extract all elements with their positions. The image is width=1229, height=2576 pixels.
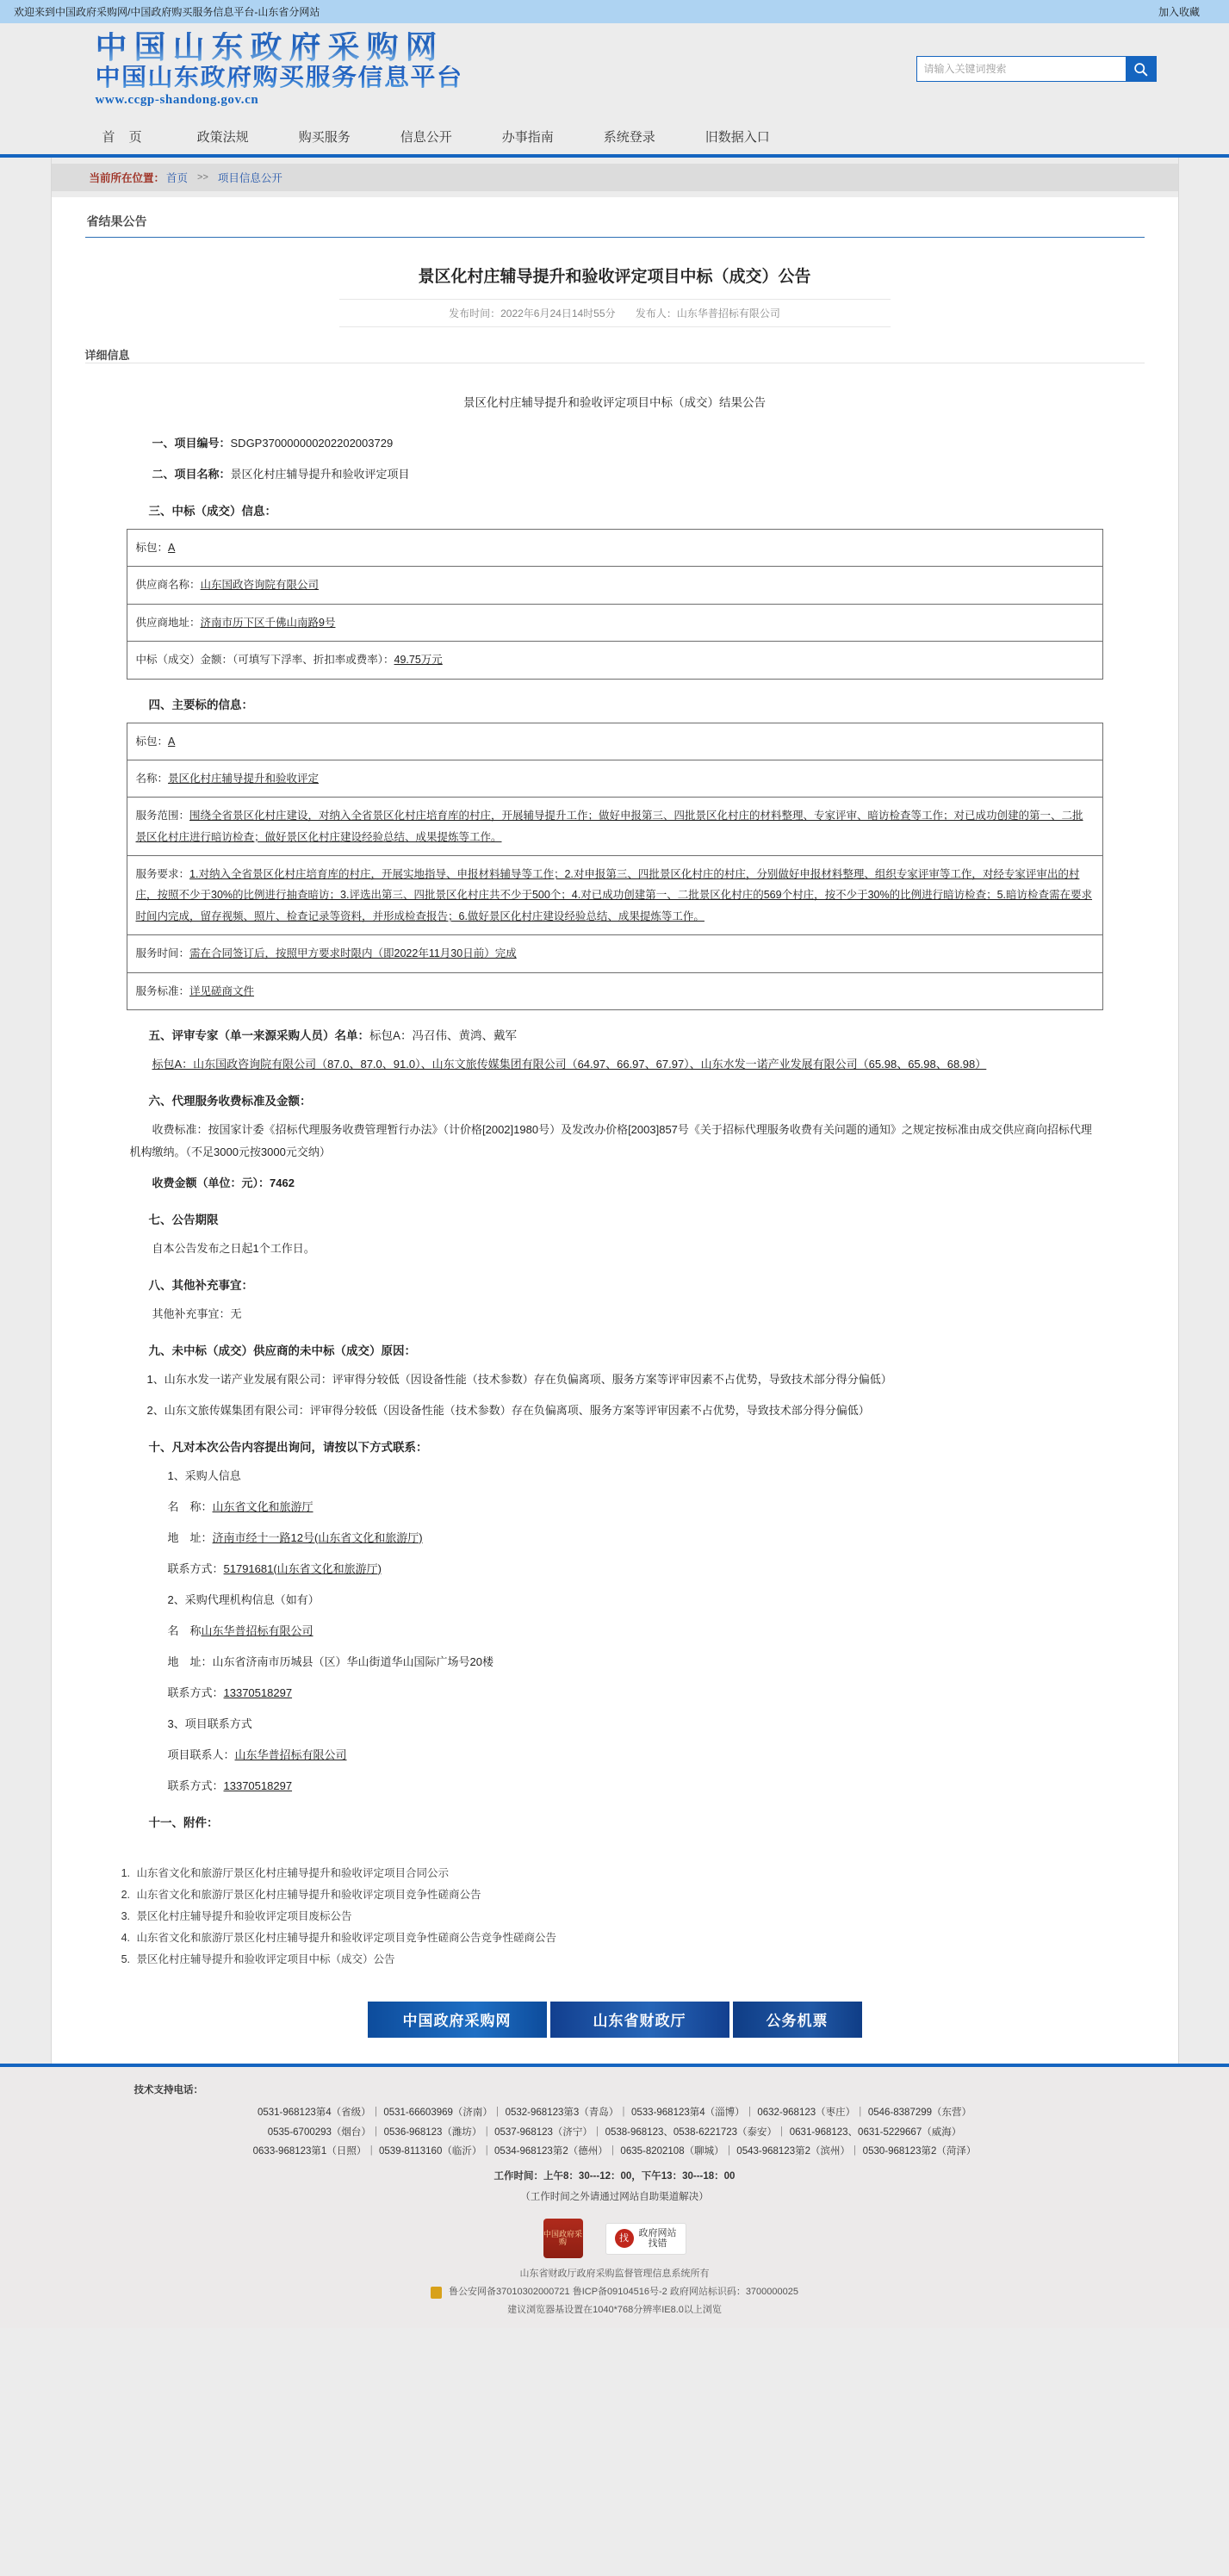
section-10-heading: 十、凡对本次公告内容提出询问，请按以下方式联系： — [148, 1440, 428, 1454]
table-row — [127, 567, 1102, 604]
gov-website-report-badge[interactable] — [605, 2223, 686, 2254]
footer-badges — [0, 2219, 1229, 2258]
project-name-row — [127, 463, 1103, 486]
list-item[interactable]: 4. 山东省文化和旅游厅景区化村庄辅导提升和验收评定项目竞争性磋商公告竞争性磋商公告 — [133, 1927, 1145, 1949]
breadcrumb-separator: >> — [197, 172, 208, 183]
site-logo[interactable] — [96, 32, 463, 107]
subject-info-table — [127, 723, 1103, 1010]
section-11-heading: 十一、附件： — [148, 1816, 219, 1829]
section-9-heading: 九、未中标（成交）供应商的未中标（成交）原因： — [148, 1344, 416, 1357]
section-8-heading: 八、其他补充事宜： — [148, 1278, 253, 1292]
section-4-heading: 四、主要标的信息： — [148, 698, 253, 711]
purchaser-address-label: 地 址： — [167, 1530, 213, 1544]
review-experts-detail: 标包A：山东国政咨询院有限公司（87.0、87.0、91.0）、山东文旅传媒集团有限公司（64.97、66.97、67.97）、山东水发一诺产业发展有限公司（65.98、65.98、68.98） — [152, 1057, 987, 1071]
subject-package-label: 标包： — [135, 735, 169, 748]
partner-banners — [52, 1979, 1178, 2064]
project-number-value: SDGP370000000202202003729 — [230, 437, 394, 450]
purchaser-name-value: 山东省文化和旅游厅 — [212, 1499, 313, 1513]
nav-item-system-login[interactable]: 系统登录 — [603, 129, 655, 145]
project-number-row — [127, 432, 1103, 455]
service-scope-value: 围绕全省景区化村庄建设，对纳入全省景区化村庄培育库的村庄，开展辅导提升工作；做好申报第三、四批景区化村庄的材料整理、专家评审、暗访检查等工作；对已成功创建的第一、二批景区化村庄进行暗访检查；做好景区化村庄建设经验总结、成果提炼等工作。 — [135, 810, 1083, 843]
table-row — [127, 856, 1102, 935]
banner-official-air-ticket[interactable]: 公务机票 — [733, 2002, 862, 2038]
purchaser-address-row — [127, 1527, 1103, 1549]
purchaser-contact-label: 联系方式： — [167, 1561, 224, 1575]
nav-item-home[interactable]: 首 页 — [102, 129, 147, 145]
nav-item-policy[interactable]: 政策法规 — [196, 129, 249, 145]
support-tel-line-2: 0535-6700293（烟台）｜ 0536-968123（潍坊）｜ 0537-968123（济宁）｜ 0538-968123、0538-6221723（泰安）｜ 0631-968123、0631-5229667（威海） — [267, 2126, 962, 2138]
agency-address-value: 山东省济南市历城县（区）华山街道华山国际广场号20楼 — [212, 1654, 493, 1668]
purchaser-name-label: 名 称： — [167, 1499, 213, 1513]
bid-amount-value: 49.75万元 — [394, 654, 443, 667]
agency-address-label: 地 址： — [167, 1654, 213, 1668]
support-tel-heading: 技术支持电话： — [133, 2084, 203, 2095]
icp-text: 鲁公安网备37010302000721 鲁ICP备09104516号-2 政府网站标识码：3700000025 — [449, 2287, 798, 2298]
project-contact-tel-label: 联系方式： — [167, 1778, 224, 1792]
table-row — [127, 642, 1102, 679]
purchaser-info-heading: 1、采购人信息 — [167, 1468, 241, 1482]
table-row — [127, 604, 1102, 641]
subject-name-label: 名称： — [135, 772, 169, 785]
project-contact-name-label: 项目联系人： — [167, 1747, 235, 1761]
panel-divider — [85, 237, 1145, 238]
project-contact-name-value: 山东华普招标有限公司 — [234, 1747, 347, 1761]
logo-line-1: 中国山东政府采购网 — [96, 32, 463, 64]
service-time-value: 需在合同签订后，按照甲方要求时限内（即2022年11月30日前）完成 — [189, 947, 517, 960]
table-row — [127, 972, 1102, 1009]
nav-item-purchase-service[interactable]: 购买服务 — [298, 129, 351, 145]
page-container — [51, 158, 1179, 2064]
service-scope-label: 服务范围： — [135, 810, 190, 822]
procurement-seal-text: 中国政府采购 — [543, 2229, 582, 2247]
announcement-card — [85, 197, 1145, 1971]
agency-fee-amount: 收费金额（单位：元）：7462 — [152, 1176, 295, 1189]
nav-item-legacy-data[interactable]: 旧数据入口 — [705, 129, 770, 145]
service-requirement-value: 1.对纳入全省景区化村庄培育库的村庄，开展实地指导、申报材料辅导等工作；2.对申报第三、四批景区化村庄的村庄，分别做好申报材料整理、组织专家评审等工作，对经专家评审出的村庄，按照不少于30%的比例进行抽查暗访；3.评选出第三、四批景区化村庄共不少于500个；4.对已成功创建第一、二批景区化村庄的569个村庄，按不少于30%的比例进行暗访检查；5.暗访检查需在要求时间内完成，留存视频、照片、检查记录等资料，并形成检查报告；6.做好景区化村庄建设经验总结、成果提炼等工作。 — [135, 868, 1093, 922]
agency-contact-value: 13370518297 — [223, 1685, 293, 1699]
copyright-text: 山东省财政厅政府采购监督管理信息系统所有 — [519, 2269, 710, 2280]
agency-fee-standard: 收费标准：按国家计委《招标代理服务收费管理暂行办法》（计价格[2002]1980号）及发改办价格[2003]857号《关于招标代理服务收费有关问题的通知》之规定按标准由成交供应商向招标代理机构缴纳。（不足3000元按3000元交纳） — [129, 1122, 1092, 1158]
section-7-heading: 七、公告期限 — [148, 1213, 219, 1226]
publisher: 发布人：山东华普招标有限公司 — [635, 307, 780, 320]
search-input[interactable] — [916, 56, 1126, 82]
nav-item-guide[interactable]: 办事指南 — [501, 129, 554, 145]
review-experts-value: 标包A：冯召伟、黄鸿、戴军 — [369, 1028, 518, 1042]
agency-address-row — [127, 1651, 1103, 1673]
site-header — [0, 23, 1229, 118]
work-hours: 工作时间：上午8：30---12：00，下午13：30---18：00 — [493, 2170, 736, 2182]
agency-name-value: 山东华普招标有限公司 — [201, 1623, 313, 1637]
other-matters-value — [127, 1303, 1103, 1325]
footer-copyright-block — [0, 2265, 1229, 2323]
agency-name-label: 名 称 — [167, 1623, 202, 1637]
list-item[interactable]: 5. 景区化村庄辅导提升和验收评定项目中标（成交）公告 — [133, 1949, 1145, 1971]
support-tel-line-1: 0531-968123第4（省级）｜ 0531-66603969（济南）｜ 0532-968123第3（青岛）｜ 0533-968123第4（淄博）｜ 0632-968123（枣庄）｜ 0546-8387299（东营） — [257, 2107, 972, 2119]
section-5-heading — [127, 1026, 1103, 1043]
supplier-name-value: 山东国政咨询院有限公司 — [200, 579, 320, 592]
project-contact-name-row — [127, 1744, 1103, 1766]
supplier-address-label: 供应商地址： — [135, 616, 201, 629]
breadcrumb-home-link[interactable]: 首页 — [166, 172, 189, 184]
publish-time: 发布时间：2022年6月24日14时55分 — [449, 307, 616, 320]
purchaser-contact-value: 51791681(山东省文化和旅游厅) — [223, 1561, 382, 1575]
panel-section-label: 省结果公告 — [86, 214, 147, 228]
report-icon: 找 — [615, 2229, 634, 2248]
section-3-heading: 三、中标（成交）信息： — [148, 505, 276, 518]
welcome-text: 欢迎来到中国政府采购网/中国政府购买服务信息平台-山东省分网站 — [14, 6, 320, 18]
top-bar — [0, 0, 1229, 23]
search-button[interactable] — [1126, 56, 1157, 82]
work-hours-note: （工作时间之外请通过网站自助渠道解决） — [520, 2191, 709, 2202]
add-favorite-link[interactable]: 加入收藏 — [1158, 6, 1200, 18]
search-box — [916, 56, 1157, 82]
supplier-address-value: 济南市历下区千佛山南路9号 — [200, 616, 336, 629]
project-contact-tel-value: 13370518297 — [223, 1778, 293, 1792]
unsuccessful-reason-2: 2、山东文旅传媒集团有限公司：评审得分较低（因设备性能（技术参数）存在负偏离项、服务方案等评审因素不占优势，导致技术部分得分偏低） — [146, 1403, 870, 1417]
breadcrumb-current[interactable]: 项目信息公开 — [217, 172, 282, 184]
table-row — [127, 530, 1102, 567]
detail-info-label: 详细信息 — [84, 349, 130, 362]
purchaser-name-row — [127, 1496, 1103, 1518]
list-item[interactable]: 2. 山东省文化和旅游厅景区化村庄辅导提升和验收评定项目竞争性磋商公告 — [133, 1884, 1145, 1906]
resolution-note: 建议浏览器基设置在1040*768分辨率IE8.0以上浏览 — [507, 2305, 722, 2316]
breadcrumb — [52, 164, 1178, 191]
project-number-label: 一、项目编号： — [152, 437, 231, 450]
attachment-list — [85, 1863, 1145, 1971]
winning-bid-table — [127, 529, 1103, 680]
logo-line-3: www.ccgp-shandong.gov.cn — [95, 93, 259, 107]
gov-badge-line-1: 政府网站 — [638, 2228, 677, 2239]
project-contact-tel-row — [127, 1775, 1103, 1797]
agency-name-row — [127, 1620, 1103, 1642]
page-title: 景区化村庄辅导提升和验收评定项目中标（成交）公告 — [418, 268, 811, 286]
service-standard-label: 服务标准： — [135, 984, 190, 997]
section-6-heading: 六、代理服务收费标准及金额： — [148, 1094, 312, 1108]
gov-badge-line-2: 找错 — [648, 2238, 667, 2250]
procurement-seal-icon — [543, 2219, 583, 2258]
list-item[interactable]: 1. 山东省文化和旅游厅景区化村庄辅导提升和验收评定项目合同公示 — [133, 1863, 1145, 1884]
icp-row — [0, 2283, 1229, 2301]
supplier-name-label: 供应商名称： — [135, 579, 201, 592]
project-contact-heading: 3、项目联系方式 — [167, 1716, 252, 1730]
bid-package-value: A — [168, 542, 176, 554]
nav-item-information-disclosure[interactable]: 信息公开 — [400, 129, 452, 145]
breadcrumb-label: 当前所在位置： — [89, 172, 165, 184]
list-item[interactable]: 3. 景区化村庄辅导提升和验收评定项目废标公告 — [133, 1906, 1145, 1927]
purchaser-contact-row — [127, 1558, 1103, 1580]
bid-package-label: 标包： — [135, 542, 169, 554]
publish-meta — [339, 299, 891, 327]
table-row — [127, 935, 1102, 972]
project-name-label: 二、项目名称： — [152, 468, 231, 481]
subject-name-value: 景区化村庄辅导提升和验收评定 — [168, 772, 320, 785]
service-requirement-label: 服务要求： — [135, 868, 190, 880]
unsuccessful-reason-1: 1、山东水发一诺产业发展有限公司：评审得分较低（因设备性能（技术参数）存在负偏离项、服务方案等评审因素不占优势，导致技术部分得分偏低） — [146, 1372, 892, 1386]
purchaser-address-value: 济南市经十一路12号(山东省文化和旅游厅) — [212, 1530, 423, 1544]
site-footer — [0, 2064, 1229, 2328]
agency-info-heading: 2、采购代理机构信息（如有） — [167, 1592, 320, 1606]
logo-line-2: 中国山东政府购买服务信息平台 — [95, 64, 463, 91]
breadcrumb-wrap — [52, 158, 1178, 197]
table-row — [127, 798, 1102, 856]
subject-package-value: A — [168, 735, 176, 748]
article-body — [85, 369, 1145, 1858]
gov-badge-text — [639, 2228, 677, 2249]
banner-china-gov-procurement[interactable]: 中国政府采购网 — [368, 2002, 547, 2038]
agency-contact-label: 联系方式： — [167, 1685, 224, 1699]
agency-contact-row — [127, 1682, 1103, 1704]
other-matters-text: 其他补充事宜：无 — [152, 1307, 242, 1320]
search-icon — [1133, 62, 1148, 77]
table-row — [127, 760, 1102, 797]
announcement-period-value: 自本公告发布之日起1个工作日。 — [152, 1241, 315, 1255]
main-nav — [51, 118, 1179, 154]
service-standard-value: 详见磋商文件 — [189, 984, 255, 997]
banner-shandong-finance[interactable]: 山东省财政厅 — [550, 2002, 729, 2038]
police-badge-icon — [431, 2287, 442, 2299]
service-time-label: 服务时间： — [135, 947, 190, 960]
article-heading: 景区化村庄辅导提升和验收评定项目中标（成交）结果公告 — [463, 396, 766, 409]
table-row — [127, 723, 1102, 760]
support-tel-line-3: 0633-968123第1（日照）｜ 0539-8113160（临沂）｜ 0534-968123第2（德州）｜ 0635-8202108（聊城）｜ 0543-968123第2（滨州）｜ 0530-968123第2（菏泽） — [252, 2146, 977, 2157]
review-experts-label: 五、评审专家（单一来源采购人员）名单： — [148, 1028, 369, 1042]
project-name-value: 景区化村庄辅导提升和验收评定项目 — [230, 468, 410, 481]
bid-amount-label: 中标（成交）金额：（可填写下浮率、折扣率或费率）： — [135, 654, 394, 667]
